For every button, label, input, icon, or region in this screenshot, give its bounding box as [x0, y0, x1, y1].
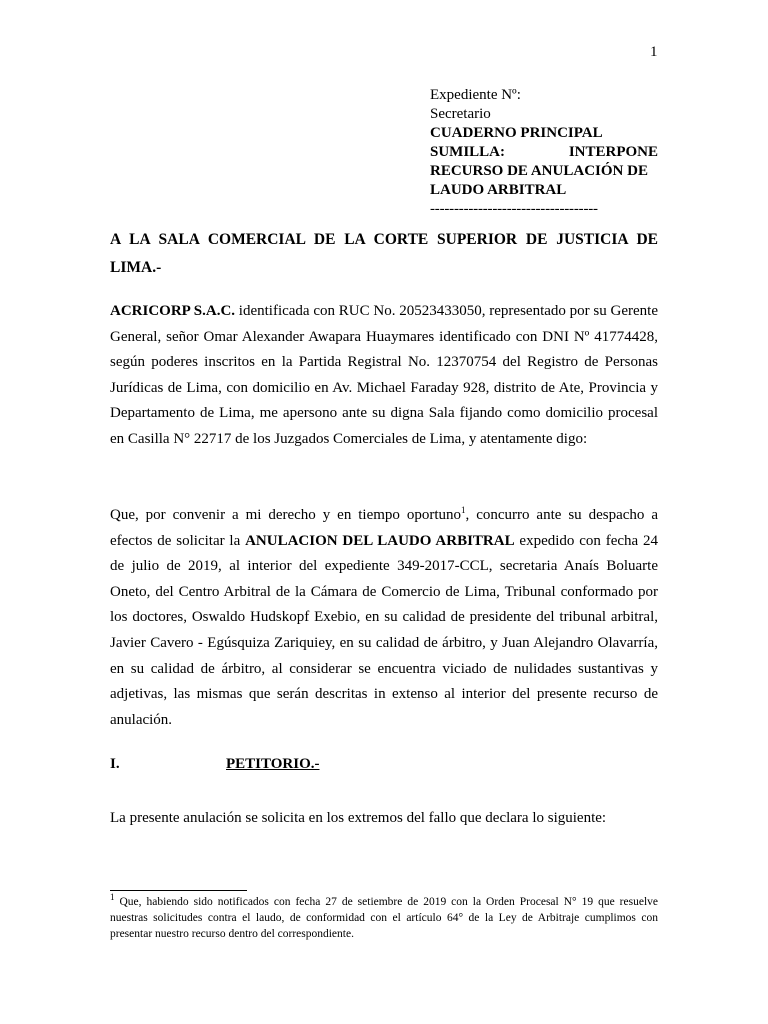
sumilla-line-2: RECURSO DE ANULACIÓN DE — [430, 163, 648, 179]
section-number: I. — [110, 756, 120, 772]
footnote-marker: 1 — [110, 892, 115, 903]
sumilla-row — [430, 143, 658, 162]
case-header — [430, 86, 658, 219]
sumilla-label: SUMILLA: — [430, 144, 506, 160]
intro-text: identificada con RUC No. 20523433050, representado por su Gerente General, señor Omar Alexander Awapara Huaymares identificado con DNI Nº 41774428, según poderes inscritos en la Partida Registral No. 12370754 del Registro de Personas Jurídicas de Lima, con domicilio en Av. Michael Faraday 928, distrito de Ate, Provincia y Departamento de Lima, me apersono ante su digna Sala fijando como domicilio procesal en Casilla N° 22717 de los Juzgados Comerciales de Lima, y atentamente digo: — [110, 303, 658, 447]
cuaderno-label: CUADERNO PRINCIPAL — [430, 125, 603, 141]
footnote-separator — [110, 890, 247, 891]
section-title: PETITORIO.- — [226, 756, 320, 772]
request-text-1: Que, por convenir a mi derecho y en tiempo oportuno — [110, 507, 462, 523]
request-text-3: expedido con fecha 24 de julio de 2019, al interior del expediente 349-2017-CCL, secretaria Anaís Boluarte Oneto, del Centro Arbitral de la Cámara de Comercio de Lima, Tribunal conformado por los doctores, Oswaldo Hudskopf Exebio, en su calidad de presidente del tribunal arbitral, Javier Cavero - Egúsquiza Zariquiey, en su calidad de árbitro, y Juan Alejandro Olavarría, en su calidad de árbitro, al considerar se encuentra viciado de nulidades sustantivas y adjetivas, las mismas que serán descritas in extenso al interior del presente recurso de anulación. — [110, 532, 658, 728]
footnote-reference: 1 — [461, 505, 466, 515]
company-name: ACRICORP S.A.C. — [110, 303, 236, 319]
intro-paragraph — [110, 299, 658, 453]
secretario-label: Secretario — [430, 106, 491, 122]
request-text-2: , concurro ante su despacho a efectos de solicitar la — [110, 507, 658, 549]
header-divider: ----------------------------------- — [430, 201, 598, 217]
sumilla-first-word: INTERPONE — [568, 144, 658, 160]
sumilla-line-3: LAUDO ARBITRAL — [430, 182, 567, 198]
expediente-label: Expediente Nº: — [430, 87, 521, 103]
petitorio-text: La presente anulación se solicita en los extremos del fallo que declara lo siguiente: — [110, 810, 607, 826]
footnote — [110, 894, 658, 942]
request-bold-title: ANULACION DEL LAUDO ARBITRAL — [245, 532, 515, 549]
addressee: A LA SALA COMERCIAL DE LA CORTE SUPERIOR DE JUSTICIA DE LIMA.- — [110, 231, 658, 276]
page-number: 1 — [650, 44, 658, 60]
request-paragraph — [110, 503, 658, 733]
footnote-text: Que, habiendo sido notificados con fecha 27 de setiembre de 2019 con la Orden Procesal N° 19 que resuelve nuestras solicitudes contra el laudo, de conformidad con el artículo 64° de la Ley de Arbitraje cumplimos con presentar nuestro recurso dentro del correspondiente. — [110, 896, 658, 940]
